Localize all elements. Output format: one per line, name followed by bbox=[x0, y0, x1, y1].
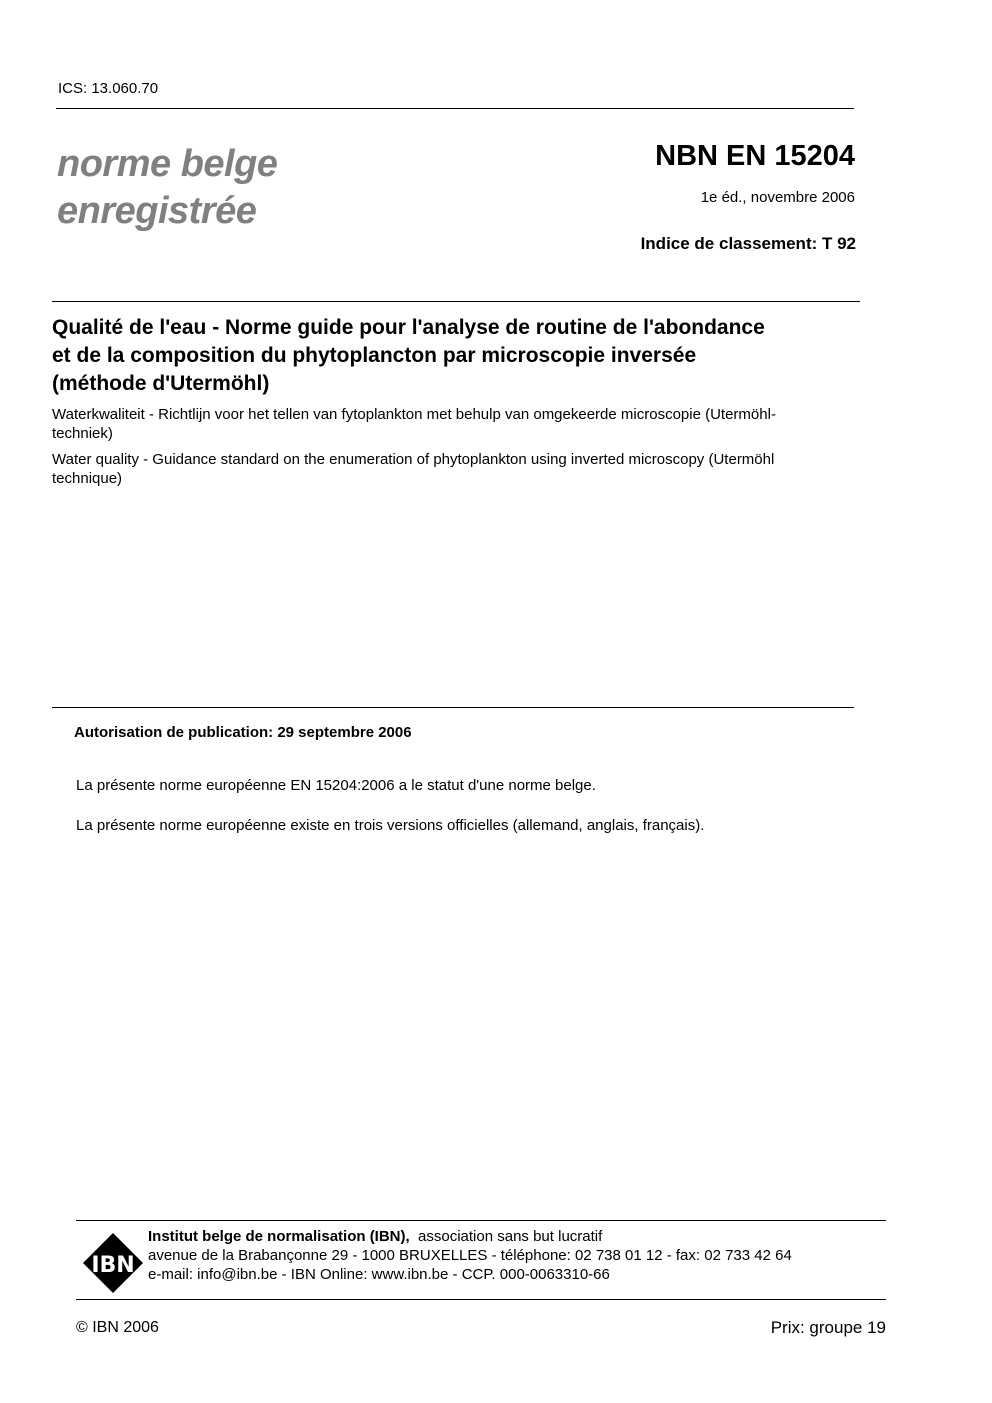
header-rule bbox=[56, 108, 854, 109]
publication-rule bbox=[52, 707, 854, 708]
copyright: © IBN 2006 bbox=[76, 1319, 159, 1336]
title-dutch-line-2: techniek) bbox=[52, 425, 113, 442]
title-french-line-2: et de la composition du phytoplancton par microscopie inversée bbox=[52, 344, 697, 367]
title-french bbox=[52, 314, 862, 398]
edition-date: 1e éd., novembre 2006 bbox=[700, 189, 855, 206]
classification-index: Indice de classement: T 92 bbox=[640, 234, 856, 253]
title-english-line-1: Water quality - Guidance standard on the enumeration of phytoplankton using inverted microscopy (Utermöhl bbox=[52, 451, 775, 468]
status-paragraph: La présente norme européenne EN 15204:2006 a le statut d'une norme belge. bbox=[76, 777, 596, 794]
institute-name: Institut belge de normalisation (IBN), bbox=[148, 1228, 410, 1245]
title-english bbox=[52, 450, 867, 488]
label-norme-belge: norme belge bbox=[57, 143, 278, 185]
ibn-logo-text: IBN bbox=[91, 1253, 135, 1278]
ibn-logo-icon bbox=[82, 1232, 144, 1294]
institute-type: association sans but lucratif bbox=[418, 1228, 603, 1245]
footer-top-rule bbox=[76, 1220, 886, 1221]
title-rule bbox=[52, 301, 860, 302]
price-group: Prix: groupe 19 bbox=[770, 1318, 886, 1337]
title-dutch-line-1: Waterkwaliteit - Richtlijn voor het tellen van fytoplankton met behulp van omgekeerde microscopie (Utermöhl- bbox=[52, 406, 776, 423]
footer-bottom-rule bbox=[76, 1299, 886, 1300]
institute-address: avenue de la Brabançonne 29 - 1000 BRUXELLES - téléphone: 02 738 01 12 - fax: 02 733 42 64 bbox=[148, 1247, 792, 1264]
institute-info bbox=[148, 1227, 792, 1284]
label-enregistree: enregistrée bbox=[57, 190, 257, 232]
standard-number: NBN EN 15204 bbox=[655, 140, 855, 172]
title-dutch bbox=[52, 405, 867, 443]
institute-line bbox=[148, 1227, 792, 1246]
title-french-line-3: (méthode d'Utermöhl) bbox=[52, 372, 270, 395]
title-english-line-2: technique) bbox=[52, 470, 123, 487]
institute-contact: e-mail: info@ibn.be - IBN Online: www.ibn.be - CCP. 000-0063310-66 bbox=[148, 1266, 610, 1283]
publication-authorisation: Autorisation de publication: 29 septembre 2006 bbox=[74, 724, 412, 741]
title-french-line-1: Qualité de l'eau - Norme guide pour l'analyse de routine de l'abondance bbox=[52, 316, 765, 339]
versions-paragraph: La présente norme européenne existe en trois versions officielles (allemand, anglais, français). bbox=[76, 817, 705, 834]
ics-code: ICS: 13.060.70 bbox=[58, 80, 159, 97]
